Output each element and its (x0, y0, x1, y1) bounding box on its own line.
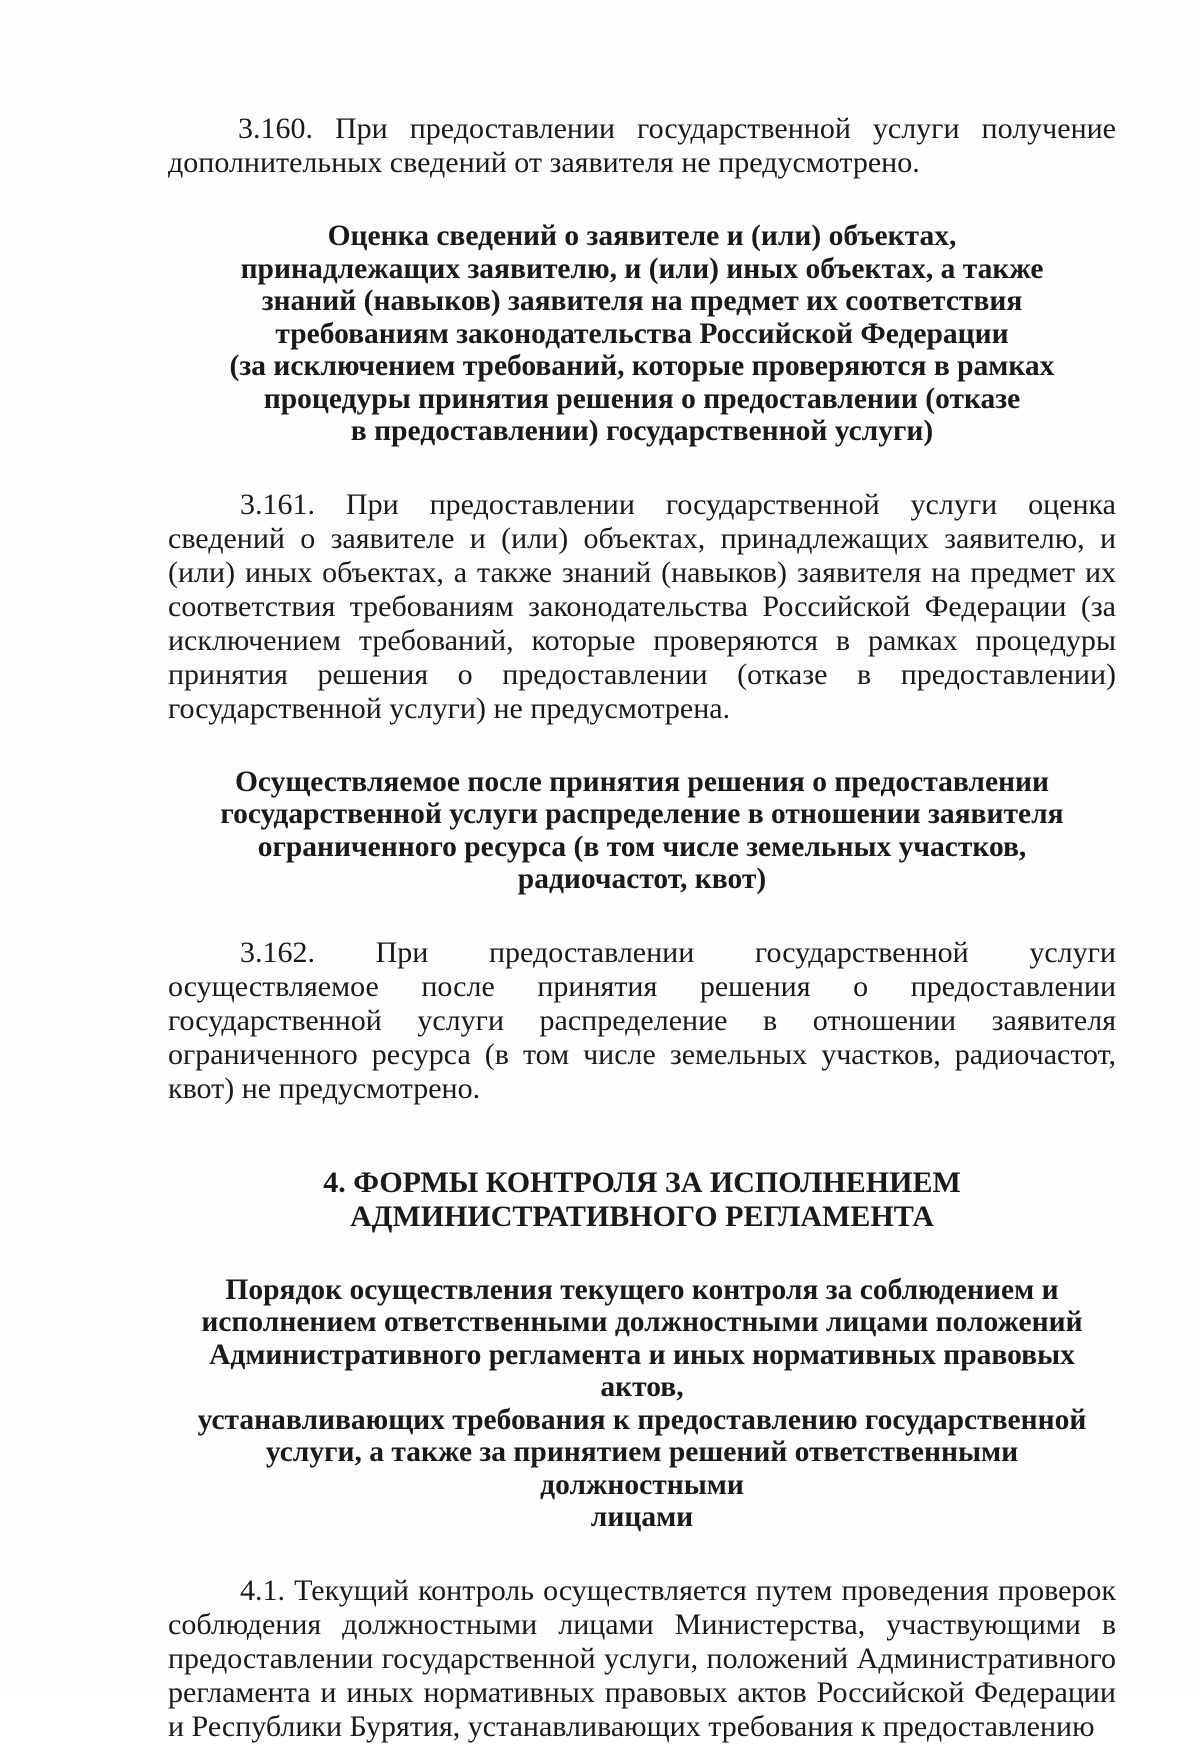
heading-line: (за исключением требований, которые проверяются в рамках (229, 350, 1055, 382)
heading-line: Административного регламента и иных нормативных правовых актов, (209, 1338, 1075, 1403)
chapter-title-line: АДМИНИСТРАТИВНОГО РЕГЛАМЕНТА (350, 1199, 934, 1233)
heading-line: Оценка сведений о заявителе и (или) объектах, (327, 220, 957, 252)
paragraph-4-1: 4.1. Текущий контроль осуществляется путем проведения проверок соблюдения должностными лицами Министерства, участвующими в предоставлении государственной услуги, положений Административного регламента и иных нормативных правовых актов Российской Федерации и Республики Бурятия, устанавливающих требования к предоставлению (168, 1573, 1116, 1743)
paragraph-3-161: 3.161. При предоставлении государственной услуги оценка сведений о заявителе и (или) объектах, принадлежащих заявителю, и (или) иных объектах, а также знаний (навыков) заявителя на предмет их соответствия требованиям законодательства Российской Федерации (за исключением требований, которые проверяются в рамках процедуры принятия решения о предоставлении (отказе в предоставлении) государственной услуги) не предусмотрена. (168, 487, 1116, 725)
document-body (168, 112, 1116, 1744)
heading-line: Осуществляемое после принятия решения о предоставлении (234, 765, 1050, 798)
paragraph-3-160: 3.160. При предоставлении государственной услуги получение дополнительных сведений от заявителя не предусмотрено. (168, 112, 1116, 179)
chapter-4-title (168, 1166, 1116, 1234)
heading-line: знаний (навыков) заявителя на предмет их соответствия (261, 285, 1023, 317)
heading-line: исполнением ответственными должностными лицами положений (201, 1306, 1083, 1338)
heading-line: услуги, а также за принятием решений ответственными должностными (265, 1436, 1019, 1501)
heading-line: радиочастот, квот) (517, 863, 767, 895)
section-heading-resource-distribution (168, 766, 1116, 896)
chapter-title-line: 4. ФОРМЫ КОНТРОЛЯ ЗА ИСПОЛНЕНИЕМ (323, 1165, 961, 1199)
heading-line: требованиям законодательства Российской Федерации (275, 317, 1009, 350)
heading-line: ограниченного ресурса (в том числе земельных участков, (257, 830, 1027, 863)
heading-line: процедуры принятия решения о предоставлении (отказе (263, 382, 1021, 415)
heading-line: принадлежащих заявителю, и (или) иных объектах, а также (240, 252, 1044, 285)
section-heading-assessment (168, 220, 1116, 448)
heading-line: устанавливающих требования к предоставлению государственной (197, 1403, 1087, 1436)
heading-line: Порядок осуществления текущего контроля за соблюдением и (225, 1273, 1059, 1306)
paragraph-3-162: 3.162. При предоставлении государственной услуги осуществляемое после принятия решения о предоставлении государственной услуги распределение в отношении заявителя ограниченного ресурса (в том числе земельных участков, радиочастот, квот) не предусмотрено. (168, 935, 1116, 1105)
heading-line: лицами (590, 1501, 694, 1533)
section-heading-current-control (168, 1274, 1116, 1534)
heading-line: в предоставлении) государственной услуги) (350, 415, 934, 447)
heading-line: государственной услуги распределение в отношении заявителя (220, 798, 1064, 830)
